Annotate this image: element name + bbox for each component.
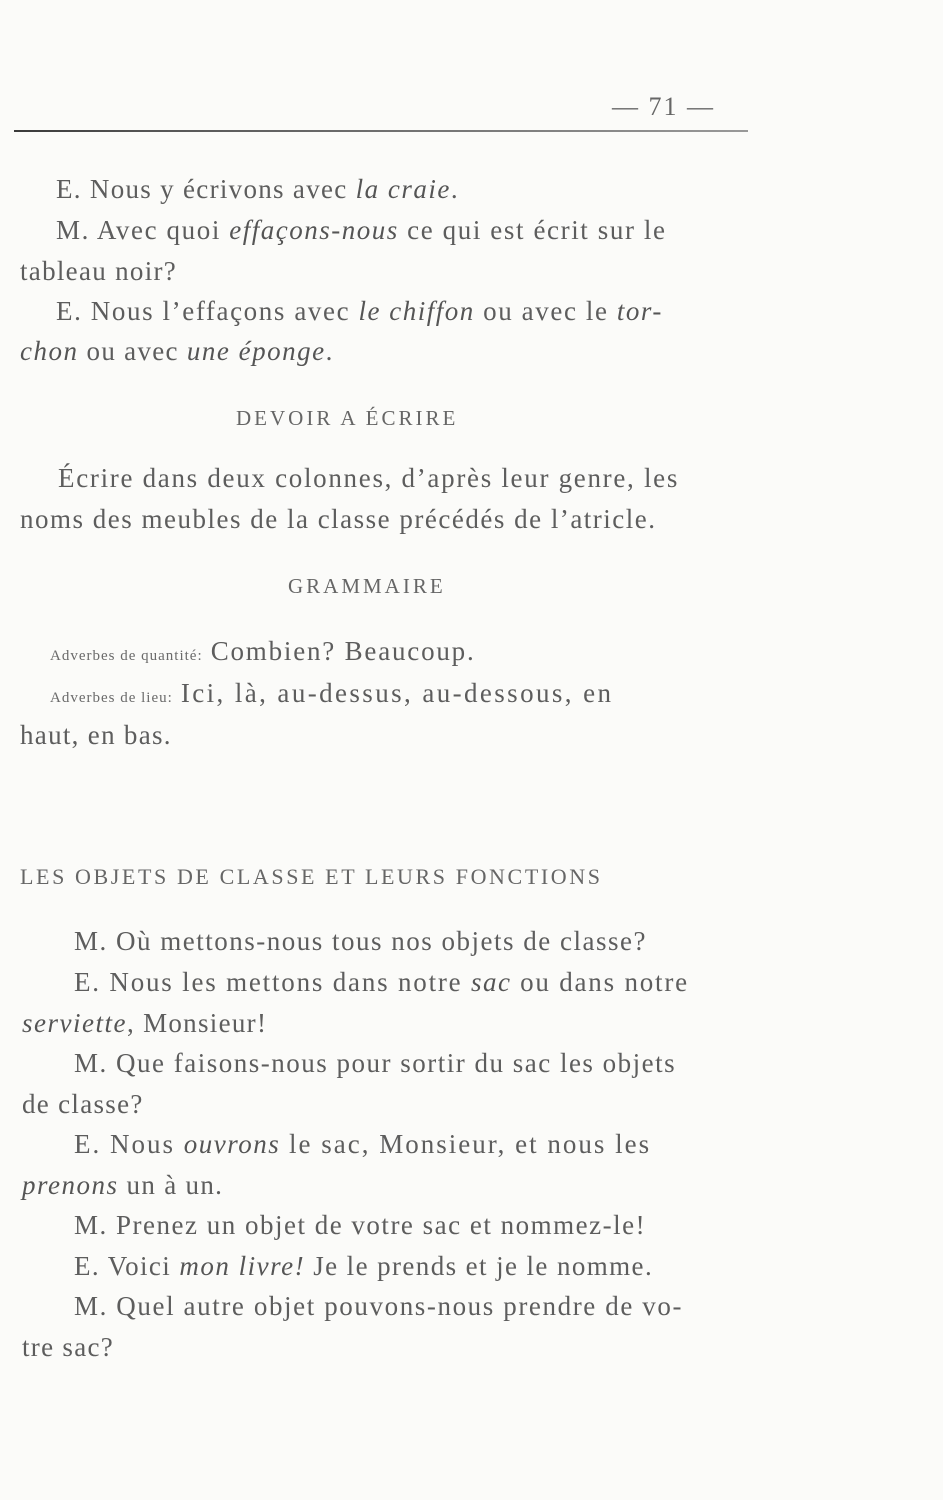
text-span: M. Avec quoi bbox=[56, 215, 230, 245]
italic-term: prenons bbox=[22, 1170, 119, 1200]
text-span: ce qui est écrit sur le bbox=[398, 215, 667, 245]
text-span: , Monsieur! bbox=[126, 1008, 268, 1038]
italic-term: une éponge bbox=[186, 336, 326, 366]
text-line bbox=[20, 336, 334, 367]
italic-term: la craie bbox=[355, 174, 451, 204]
text-line bbox=[20, 256, 177, 287]
adverb-label: Adverbes de lieu: bbox=[50, 690, 173, 706]
text-span: . bbox=[325, 336, 334, 366]
header-rule bbox=[14, 130, 748, 132]
text-span: E. Nous les mettons dans notre bbox=[74, 967, 472, 997]
text-line bbox=[74, 1048, 676, 1079]
text-line bbox=[74, 967, 689, 998]
text-line bbox=[20, 504, 657, 535]
text-span: tableau noir? bbox=[20, 256, 178, 286]
text-span: de classe? bbox=[22, 1089, 144, 1119]
text-span: M. Où mettons-nous tous nos objets de classe? bbox=[74, 926, 647, 956]
text-line bbox=[58, 463, 679, 494]
italic-term: ouvrons bbox=[183, 1129, 281, 1159]
text-span: E. Nous bbox=[74, 1129, 184, 1159]
text-span: noms des meubles de la classe précédés de l’atricle. bbox=[20, 504, 657, 534]
text-line bbox=[56, 296, 663, 327]
italic-term: tor- bbox=[616, 296, 663, 326]
text-line bbox=[22, 1170, 223, 1201]
text-line bbox=[74, 1210, 646, 1241]
italic-term: le chiffon bbox=[358, 296, 475, 326]
grammaire-heading: GRAMMAIRE bbox=[288, 574, 446, 598]
italic-term: chon bbox=[20, 336, 79, 366]
text-line bbox=[74, 926, 647, 957]
text-span: Je le prends et je le nomme. bbox=[305, 1251, 654, 1281]
text-span: ou avec le bbox=[474, 296, 617, 326]
text-line bbox=[74, 1129, 651, 1160]
text-line bbox=[22, 1332, 114, 1363]
text-line bbox=[74, 1251, 653, 1282]
text-span: haut, en bas. bbox=[20, 720, 172, 750]
text-span: le sac, Monsieur, et nous les bbox=[280, 1129, 652, 1159]
text-span: Écrire dans deux colonnes, d’après leur genre, les bbox=[58, 463, 680, 493]
text-span: ou avec bbox=[78, 336, 187, 366]
text-line bbox=[56, 215, 667, 246]
text-span: M. Prenez un objet de votre sac et nommez-le! bbox=[74, 1210, 647, 1240]
text-line bbox=[22, 1008, 267, 1039]
text-span: M. Quel autre objet pouvons-nous prendre de vo- bbox=[74, 1291, 684, 1321]
text-span: tre sac? bbox=[22, 1332, 115, 1362]
italic-term: effaçons-nous bbox=[229, 215, 399, 245]
italic-term: sac bbox=[471, 967, 512, 997]
devoir-heading: DEVOIR A ÉCRIRE bbox=[236, 406, 459, 430]
text-span: Ici, là, au-dessus, au-dessous, en bbox=[180, 678, 614, 708]
text-span: . bbox=[450, 174, 459, 204]
text-line bbox=[50, 636, 476, 667]
section-heading: LES OBJETS DE CLASSE ET LEURS FONCTIONS bbox=[20, 864, 603, 889]
text-line bbox=[74, 1291, 683, 1322]
text-line bbox=[50, 678, 613, 709]
text-span: Combien? Beaucoup. bbox=[210, 636, 476, 666]
text-line bbox=[20, 720, 172, 751]
text-span: un à un. bbox=[118, 1170, 224, 1200]
text-span: M. Que faisons-nous pour sortir du sac les objets bbox=[74, 1048, 677, 1078]
adverb-label: Adverbes de quantité: bbox=[50, 648, 203, 664]
text-line bbox=[56, 174, 459, 205]
text-line bbox=[22, 1089, 144, 1120]
text-span: E. Voici bbox=[74, 1251, 180, 1281]
text-span: E. Nous l’effaçons avec bbox=[56, 296, 359, 326]
page-number: — 71 — bbox=[612, 92, 715, 121]
italic-term: serviette bbox=[22, 1008, 127, 1038]
text-span: ou dans notre bbox=[511, 967, 689, 997]
text-span: E. Nous y écrivons avec bbox=[56, 174, 356, 204]
italic-term: mon livre! bbox=[179, 1251, 306, 1281]
